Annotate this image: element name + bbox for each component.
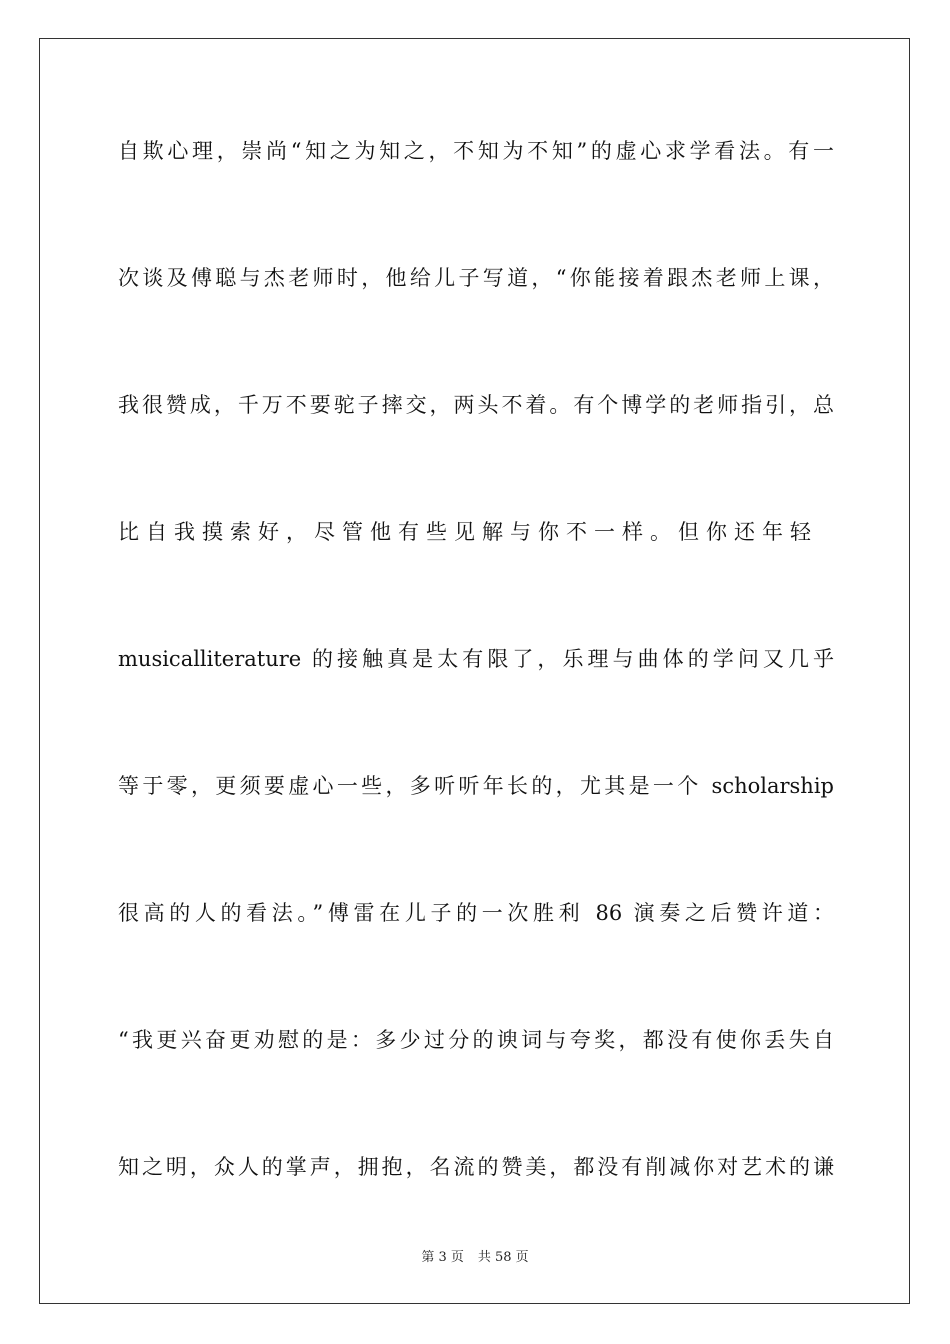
- text-line: 我很赞成，千万不要驼子摔交，两头不着。有个博学的老师指引，总: [118, 393, 834, 417]
- page-total: 共 58 页: [477, 1250, 529, 1265]
- page-number: 第 3 页: [421, 1250, 464, 1265]
- document-body: [118, 128, 834, 1271]
- text-line: 等于零，更须要虚心一些，多听听年长的，尤其是一个 scholarship: [118, 774, 834, 798]
- text-line: musicalliterature 的接触真是太有限了，乐理与曲体的学问又几乎: [118, 647, 834, 671]
- page-footer: [0, 1246, 950, 1265]
- text-line: 知之明，众人的掌声，拥抱，名流的赞美，都没有削减你对艺术的谦: [118, 1155, 834, 1179]
- text-line: “我更兴奋更劝慰的是：多少过分的谀词与夸奖，都没有使你丢失自: [118, 1028, 834, 1052]
- text-line: 很高的人的看法。”傅雷在儿子的一次胜利 86 演奏之后赞许道：: [118, 901, 834, 925]
- text-line: 自欺心理，崇尚“知之为知之，不知为不知”的虚心求学看法。有一: [118, 139, 834, 163]
- text-line: 比自我摸索好，尽管他有些见解与你不一样。但你还年轻: [118, 520, 818, 544]
- text-line: 次谈及傅聪与杰老师时，他给儿子写道，“你能接着跟杰老师上课，: [118, 266, 834, 290]
